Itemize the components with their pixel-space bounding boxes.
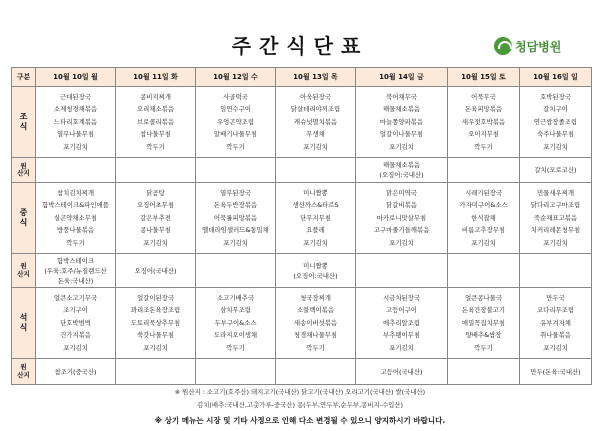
menu-item: 포기김치 [143, 343, 168, 352]
menu-cell [356, 87, 448, 158]
meal-label-text: 식 [19, 323, 28, 332]
menu-item: 어묵무국 [471, 92, 496, 101]
menu-item: 꽈리조돈육장조림 [130, 306, 181, 315]
menu-item: 새우젓호박볶음 [461, 117, 506, 126]
day-header: 10월 10일 월 [36, 68, 116, 87]
menu-item: 쑥갓나물무침 [136, 331, 175, 340]
menu-item: 해물채소볶음 [382, 161, 421, 169]
lunch-origin-row [12, 254, 592, 288]
menu-item: 방풍나물볶음 [56, 226, 95, 235]
menu-item: 건가지볶음 [60, 331, 91, 340]
menu-cell [448, 87, 520, 158]
day-header: 10월 11일 화 [116, 68, 196, 87]
origin-label [12, 359, 36, 385]
menu-item: 열무된장국 [220, 188, 251, 197]
menu-item: 민물새우찌개 [536, 188, 575, 197]
menu-cell [276, 288, 356, 359]
menu-item: (우육:호주/뉴질랜드산 [44, 266, 107, 275]
origin-cell [448, 254, 520, 288]
menu-item: 오징어초무침 [136, 201, 175, 210]
header-corner: 구분 [12, 68, 36, 87]
origin-cell [448, 158, 520, 183]
origin-label [12, 158, 36, 183]
menu-item: 치커리레몬청무침 [530, 226, 581, 235]
menu-item: 얼큰콩나물국 [464, 293, 503, 302]
menu-item: 돈육피망볶음 [464, 105, 503, 114]
menu-item: 가자미구이&소스 [459, 201, 508, 210]
change-notice: ※ 상기 메뉴는 시장 및 기타 사정으로 인해 다소 변경될 수 있으니 양지하시기 바랍니다. [154, 416, 446, 425]
menu-cell [276, 183, 356, 254]
menu-item: 연근쌈장졸조림 [533, 117, 578, 126]
origin-cell [520, 158, 592, 183]
hospital-logo-icon [494, 37, 512, 55]
day-header: 10월 15일 토 [448, 68, 520, 87]
menu-item: 비름고추장무침 [461, 226, 506, 235]
meal-label-text: 식 [19, 122, 28, 131]
meal-label-text: 산지 [17, 370, 30, 379]
menu-item: 포기김치 [389, 238, 414, 247]
menu-item: 닭갈비볶음 [386, 201, 417, 210]
meal-label-text: 식 [19, 218, 28, 227]
menu-item: 도라지오이생채 [213, 331, 258, 340]
menu-cell [116, 288, 196, 359]
menu-item: 포기김치 [303, 238, 328, 247]
menu-item: 옐데라임샐러드&통밀채 [202, 226, 269, 235]
origin-cell [276, 158, 356, 183]
menu-item: 북어채무국 [386, 92, 417, 101]
origin-cell [116, 158, 196, 183]
hospital-logo-text: 청담병원 [515, 39, 562, 54]
menu-item: 청국장찌개 [300, 293, 331, 302]
menu-item: 코다리무조림 [536, 306, 575, 315]
menu-item: 포기김치 [63, 142, 88, 151]
menu-item: 갈은부추전 [140, 213, 171, 222]
menu-item: 깍두기 [66, 238, 85, 247]
menu-item: 열무나물무침 [56, 130, 95, 139]
menu-item: 사골떡국 [223, 92, 248, 101]
origin-cell [36, 359, 116, 385]
menu-item: 닭살데리야끼조림 [290, 105, 341, 114]
menu-item: 유부겨자채 [540, 318, 571, 327]
day-header: 10월 13일 목 [276, 68, 356, 87]
menu-cell [196, 87, 276, 158]
menu-item: 맑은미역국 [386, 188, 417, 197]
menu-item: 갈치구이 [543, 105, 568, 114]
origin-cell [116, 359, 196, 385]
menu-item: 느타리호계볶음 [53, 117, 98, 126]
menu-item: 마카로니맛살무침 [376, 213, 427, 222]
meal-label-text: 원 [20, 262, 27, 271]
menu-item: 참조기(중국산) [54, 367, 97, 376]
menu-item: 도토리묵상추무침 [130, 318, 181, 327]
menu-cell [520, 288, 592, 359]
origin-cell [356, 158, 448, 183]
origin-cell [520, 359, 592, 385]
menu-item: 애밀꼭집치무침 [461, 318, 506, 327]
meal-label-text: 산지 [17, 269, 30, 278]
origin-cell [356, 359, 448, 385]
menu-item: 어묵롤피망볶음 [213, 213, 258, 222]
menu-item: 만두국 [546, 293, 565, 302]
menu-item: 깍두기 [474, 343, 493, 352]
menu-item: 요플레 [306, 226, 325, 235]
menu-item: 캐슈넛멸치볶음 [293, 117, 338, 126]
menu-item: 오이지무침 [468, 130, 499, 139]
origin-cell [196, 158, 276, 183]
menu-item: 근대된장국 [60, 92, 91, 101]
menu-item: 시래기된장국 [464, 188, 503, 197]
menu-cell [196, 183, 276, 254]
menu-item: 브로콜리볶음 [136, 117, 175, 126]
menu-item: 포기김치 [143, 238, 168, 247]
menu-cell [520, 183, 592, 254]
menu-item: 포기김치 [471, 238, 496, 247]
day-header: 10월 14일 금 [356, 68, 448, 87]
header-row [12, 68, 592, 87]
menu-item: 함박스테이크 [56, 256, 95, 265]
menu-item: 무생채 [306, 130, 325, 139]
menu-item: 취나물볶음 [540, 331, 571, 340]
menu-item: 포기김치 [543, 238, 568, 247]
menu-item: 깍두기 [226, 142, 245, 151]
menu-item: 삼치무조림 [220, 306, 251, 315]
origin-cell [276, 359, 356, 385]
menu-item: 포기김치 [389, 142, 414, 151]
menu-item: 참치김치찌개 [56, 188, 95, 197]
menu-cell [36, 183, 116, 254]
menu-cell [36, 288, 116, 359]
menu-item: 단무지무침 [300, 213, 331, 222]
menu-item: (오징어:국내산) [293, 271, 338, 280]
menu-cell [36, 87, 116, 158]
origin-cell [36, 158, 116, 183]
menu-item: 포기김치 [543, 142, 568, 151]
menu-item: 참나물무침 [140, 130, 171, 139]
menu-cell [196, 288, 276, 359]
menu-item: 부추팽이무침 [382, 331, 421, 340]
menu-item: 고구마줄기들깨볶음 [373, 226, 430, 235]
menu-item: 만두(돈육:국내산) [530, 367, 581, 376]
origin-cell [116, 254, 196, 288]
menu-item: 얼큰소고기무국 [53, 293, 98, 302]
menu-item: 콩나물무침 [140, 226, 171, 235]
menu-cell [116, 87, 196, 158]
origin-cell [356, 254, 448, 288]
menu-item: 깍두기 [306, 343, 325, 352]
menu-item: 임연수구이 [220, 105, 251, 114]
menu-item: 깍두기 [146, 142, 165, 151]
menu-cell [356, 288, 448, 359]
menu-item: 두부구이&소스 [214, 318, 257, 327]
menu-item: 돈육두반장볶음 [213, 201, 258, 210]
menu-item: 포기김치 [389, 343, 414, 352]
menu-item: 호박된장국 [540, 92, 571, 101]
menu-item: 돈육:국내산) [57, 276, 94, 285]
origin-cell [448, 359, 520, 385]
menu-cell [116, 183, 196, 254]
menu-item: 포기김치 [63, 343, 88, 352]
menu-item: 오리채소볶음 [136, 105, 175, 114]
day-header: 10월 12일 수 [196, 68, 276, 87]
menu-cell [356, 183, 448, 254]
menu-cell [448, 183, 520, 254]
lunch-row [12, 183, 592, 254]
breakfast-label [12, 87, 36, 158]
origin-note-2: 김치(배추:국내산,고춧가루-중국산) 콩(두부,연두부,순두부,콩비지-수입산) [197, 401, 403, 409]
origin-cell [520, 254, 592, 288]
menu-item: 고등어(국내산) [380, 367, 423, 376]
menu-item: 닭다리고구마조림 [530, 201, 581, 210]
menu-item: 미니짬뽕 [303, 188, 328, 197]
menu-item: 숙주나물무침 [536, 130, 575, 139]
menu-item: 오징어(국내산) [134, 266, 177, 275]
menu-item: 조기구이 [63, 306, 88, 315]
origin-cell [276, 254, 356, 288]
meal-label-text: 중 [19, 207, 28, 217]
meal-label-text: 산지 [17, 169, 30, 177]
menu-item: 미니짬뽕 [303, 261, 328, 270]
menu-item: 고등어구이 [386, 306, 417, 315]
menu-item: 소고기배추국 [216, 293, 255, 302]
menu-item: 깍두기 [474, 142, 493, 151]
menu-item: 메추리알조림 [382, 318, 421, 327]
menu-item: 돈육간장불고기 [461, 306, 506, 315]
menu-item: 한식잡채 [471, 213, 496, 222]
dinner-row [12, 288, 592, 359]
origin-note: ※ 원산지 : 소고기(호주산) 돼지고기(국내산) 닭고기(국내산) 오리고기(국내산) 쌀(국내산) [174, 388, 426, 396]
menu-item: 청경채나물무침 [293, 331, 338, 340]
meal-label-text: 조 [19, 111, 28, 121]
menu-cell [520, 87, 592, 158]
menu-item: 깍두기 [226, 343, 245, 352]
origin-label [12, 254, 36, 288]
weekly-menu-table [11, 67, 592, 385]
menu-item: 갈치(모로코산) [534, 166, 577, 174]
menu-item: 포기김치 [543, 343, 568, 352]
menu-item: 우엉곤약조림 [216, 117, 255, 126]
origin-cell [196, 254, 276, 288]
menu-item: 아욱된장국 [300, 92, 331, 101]
lunch-label [12, 183, 36, 254]
meal-label-text: 석 [19, 312, 28, 322]
menu-item: 생선까스&타르S [292, 201, 339, 210]
menu-item: 알배기나물무침 [213, 130, 258, 139]
menu-item: 포기김치 [223, 238, 248, 247]
dinner-origin-row [12, 359, 592, 385]
menu-item: 마늘쫑양파볶음 [379, 117, 424, 126]
page-title: 주간식단표 [231, 34, 369, 58]
menu-item: (오징어:국내산) [379, 171, 424, 179]
menu-item: 단호박범벅 [60, 318, 91, 327]
menu-item: 콩비지찌개 [140, 92, 171, 101]
day-header: 10월 16일 일 [520, 68, 592, 87]
meal-label-text: 원 [20, 363, 27, 372]
menu-cell [448, 288, 520, 359]
origin-cell [196, 359, 276, 385]
menu-item: 양배추&쌈장 [465, 331, 502, 340]
menu-item: 죽순채표고볶음 [533, 213, 578, 222]
breakfast-row [12, 87, 592, 158]
dinner-label [12, 288, 36, 359]
menu-item: 실곤약채소무침 [53, 213, 98, 222]
menu-item: 얼갈이나물무침 [379, 130, 424, 139]
menu-item: 얼갈이된장국 [136, 293, 175, 302]
menu-item: 시금치된장국 [382, 293, 421, 302]
menu-item: 소불백이볶음 [296, 306, 335, 315]
menu-item: 새송이버섯볶음 [293, 318, 338, 327]
meal-label-text: 원 [20, 161, 27, 170]
menu-item: 포기김치 [303, 142, 328, 151]
menu-item: 해물채소볶음 [382, 105, 421, 114]
origin-cell [36, 254, 116, 288]
hospital-logo [494, 37, 561, 55]
menu-item: 함박스테이크&파인애플 [42, 201, 109, 210]
breakfast-origin-row [12, 158, 592, 183]
menu-item: 닭곰탕 [146, 188, 165, 197]
menu-cell [276, 87, 356, 158]
menu-item: 소제청경채볶음 [53, 105, 98, 114]
